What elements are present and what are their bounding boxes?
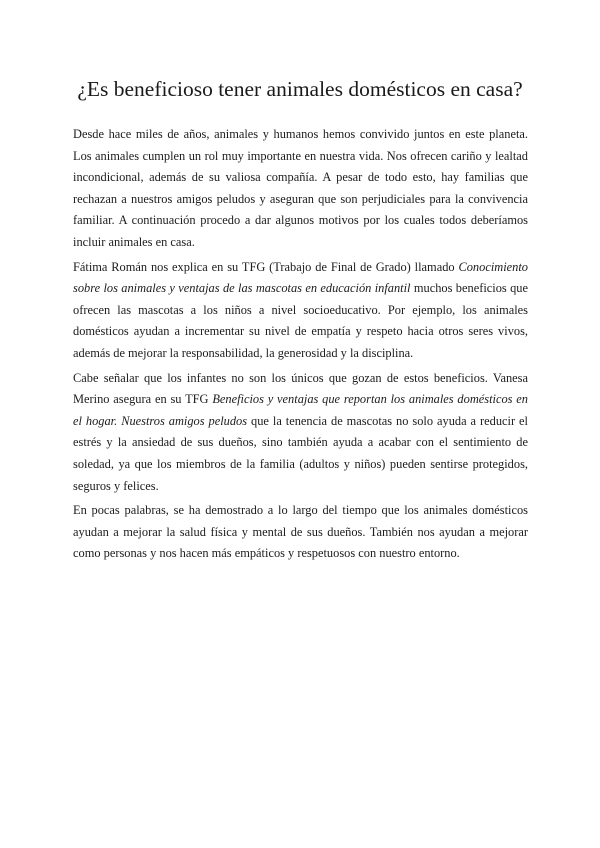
paragraph-text: Cabe señalar que los infantes no son los únicos que gozan de estos beneficios. Vanesa Merino asegura en su TFG xyxy=(73,370,528,407)
paragraph-conclusion: En pocas palabras, se ha demostrado a lo largo del tiempo que los animales domésticos ayudan a mejorar la salud física y mental de sus dueños. También nos ayudan a mejorar como personas y nos hacen más empáticos y respetuosos con nuestro entorno. xyxy=(73,503,528,561)
paragraph-text: Fátima Román nos explica en su TFG (Trabajo de Final de Grado) llamado xyxy=(73,259,459,274)
cited-work-title: Conocimiento sobre los animales y ventajas de las mascotas en educación infantil xyxy=(73,259,528,296)
paragraph-vanesa-merino xyxy=(73,368,528,498)
paragraph-intro: Desde hace miles de años, animales y humanos hemos convivido juntos en este planeta. Los animales cumplen un rol muy importante en nuestra vida. Nos ofrecen cariño y lealtad incondicional, además de su valiosa compañía. A pesar de todo esto, hay familias que rechazan a nuestros amigos peludos y aseguran que son perjudiciales para la convivencia familiar. A continuación procedo a dar algunos motivos por los cuales todos deberíamos incluir animales en casa. xyxy=(73,127,528,249)
paragraph-text: que la tenencia de mascotas no solo ayuda a reducir el estrés y la ansiedad de sus dueños, sino también ayuda a acabar con el sentimiento de soledad, ya que los miembros de la familia (adultos y niños) pueden sentirse protegidos, seguros y felices. xyxy=(73,413,529,493)
page-title: ¿Es beneficioso tener animales domésticos en casa? xyxy=(77,77,523,101)
document-body xyxy=(73,124,528,568)
cited-work-title: Beneficios y ventajas que reportan los animales domésticos en el hogar. Nuestros amigos peludos xyxy=(73,392,529,428)
paragraph-text: muchos beneficios que ofrecen las mascotas a los niños a nivel socioeducativo. Por ejemplo, los animales domésticos ayudan a incrementar su nivel de empatía y respeto hacia otros seres vivos, además de mejorar la responsabilidad, la generosidad y la disciplina. xyxy=(73,281,528,360)
paragraph-fatima-roman xyxy=(73,257,528,365)
